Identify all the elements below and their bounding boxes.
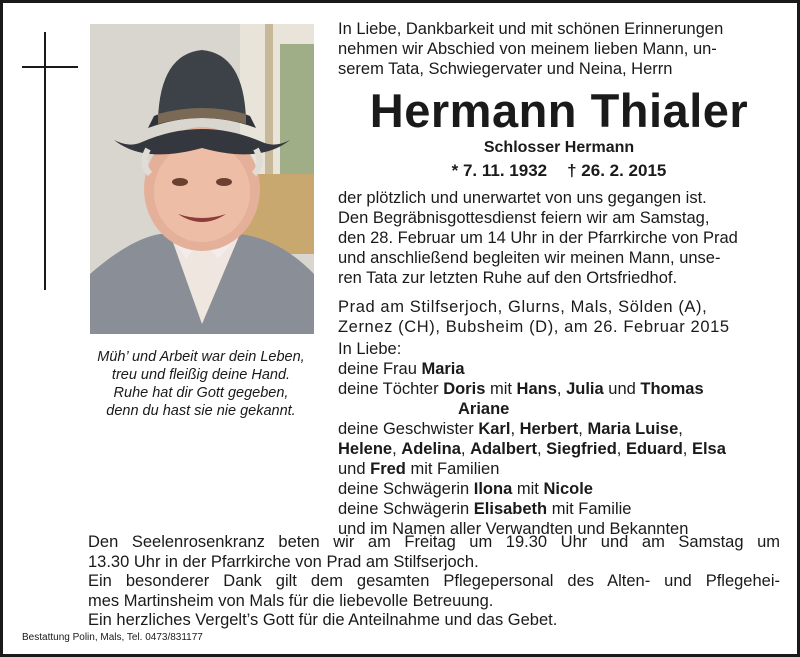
places-and-date xyxy=(338,297,780,337)
body-line: den 28. Februar um 14 Uhr in der Pfarrkirche von Prad xyxy=(338,229,738,247)
family-siblings-2: Helene, Adelina, Adalbert, Siegfried, Eduard, Elsa xyxy=(338,440,726,458)
poem-line: treu und fleißig deine Hand. xyxy=(111,367,291,383)
family-sister-in-law-1: deine Schwägerin Ilona mit Nicole xyxy=(338,480,593,498)
family-siblings-3: und Fred mit Familien xyxy=(338,460,500,478)
body-line: der plötzlich und unerwartet von uns gegangen ist. xyxy=(338,189,707,207)
intro-line: In Liebe, Dankbarkeit und mit schönen Erinnerungen xyxy=(338,20,724,38)
poem-line: Ruhe hat dir Gott gegeben, xyxy=(113,385,289,401)
funeral-home-credit: Bestattung Polin, Mals, Tel. 0473/831177 xyxy=(22,632,203,643)
poem-line: Müh’ und Arbeit war dein Leben, xyxy=(97,349,305,365)
family-siblings-1: deine Geschwister Karl, Herbert, Maria Luise, xyxy=(338,420,683,438)
life-dates xyxy=(338,160,780,182)
family-closing: und im Namen aller Verwandten und Bekannten xyxy=(338,520,689,538)
announcement-body xyxy=(338,188,780,288)
bottom-line: Ein besonderer Dank gilt dem gesamten Pflegepersonal des Alten- und Pflegehei- xyxy=(88,572,780,590)
family-list xyxy=(338,339,780,539)
family-sister-in-law-2: deine Schwägerin Elisabeth mit Familie xyxy=(338,500,632,518)
bottom-line: 13.30 Uhr in der Pfarrkirche von Prad am Stilfserjoch. xyxy=(88,552,479,571)
body-line: und anschließend begleiten wir meinen Mann, unse- xyxy=(338,249,721,267)
places-line: Zernez (CH), Bubsheim (D), am 26. Februar 2015 xyxy=(338,318,730,336)
body-line: Den Begräbnisgottesdienst feiern wir am Samstag, xyxy=(338,209,710,227)
deceased-name: Hermann Thialer xyxy=(369,84,749,137)
family-daughters: deine Töchter Doris mit Hans, Julia und Thomas xyxy=(338,380,704,398)
intro-line: serem Tata, Schwiegervater und Neina, Herrn xyxy=(338,60,673,78)
body-line: ren Tata zur letzten Ruhe auf den Ortsfriedhof. xyxy=(338,269,678,287)
intro-text xyxy=(338,19,780,79)
family-grandchild: Ariane xyxy=(458,400,510,418)
death-date: † 26. 2. 2015 xyxy=(567,161,667,180)
bottom-line: mes Martinsheim von Mals für die liebevolle Betreuung. xyxy=(88,591,494,610)
bottom-line: Ein herzliches Vergelt’s Gott für die Anteilnahme und das Gebet. xyxy=(88,611,558,629)
birth-date: * 7. 11. 1932 xyxy=(451,161,548,180)
deceased-nickname: Schlosser Hermann xyxy=(483,139,635,156)
bottom-text xyxy=(88,533,780,631)
family-heading: In Liebe: xyxy=(338,340,402,358)
poem-line: denn du hast sie nie gekannt. xyxy=(106,403,296,419)
intro-line: nehmen wir Abschied von meinem lieben Mann, un- xyxy=(338,40,717,58)
bottom-line: Den Seelenrosenkranz beten wir am Freitag um 19.30 Uhr und am Samstag um xyxy=(88,533,780,551)
family-wife: deine Frau Maria xyxy=(338,360,465,378)
places-line: Prad am Stilfserjoch, Glurns, Mals, Sölden (A), xyxy=(338,298,708,316)
poem xyxy=(70,348,332,420)
portrait-photo xyxy=(90,24,314,334)
